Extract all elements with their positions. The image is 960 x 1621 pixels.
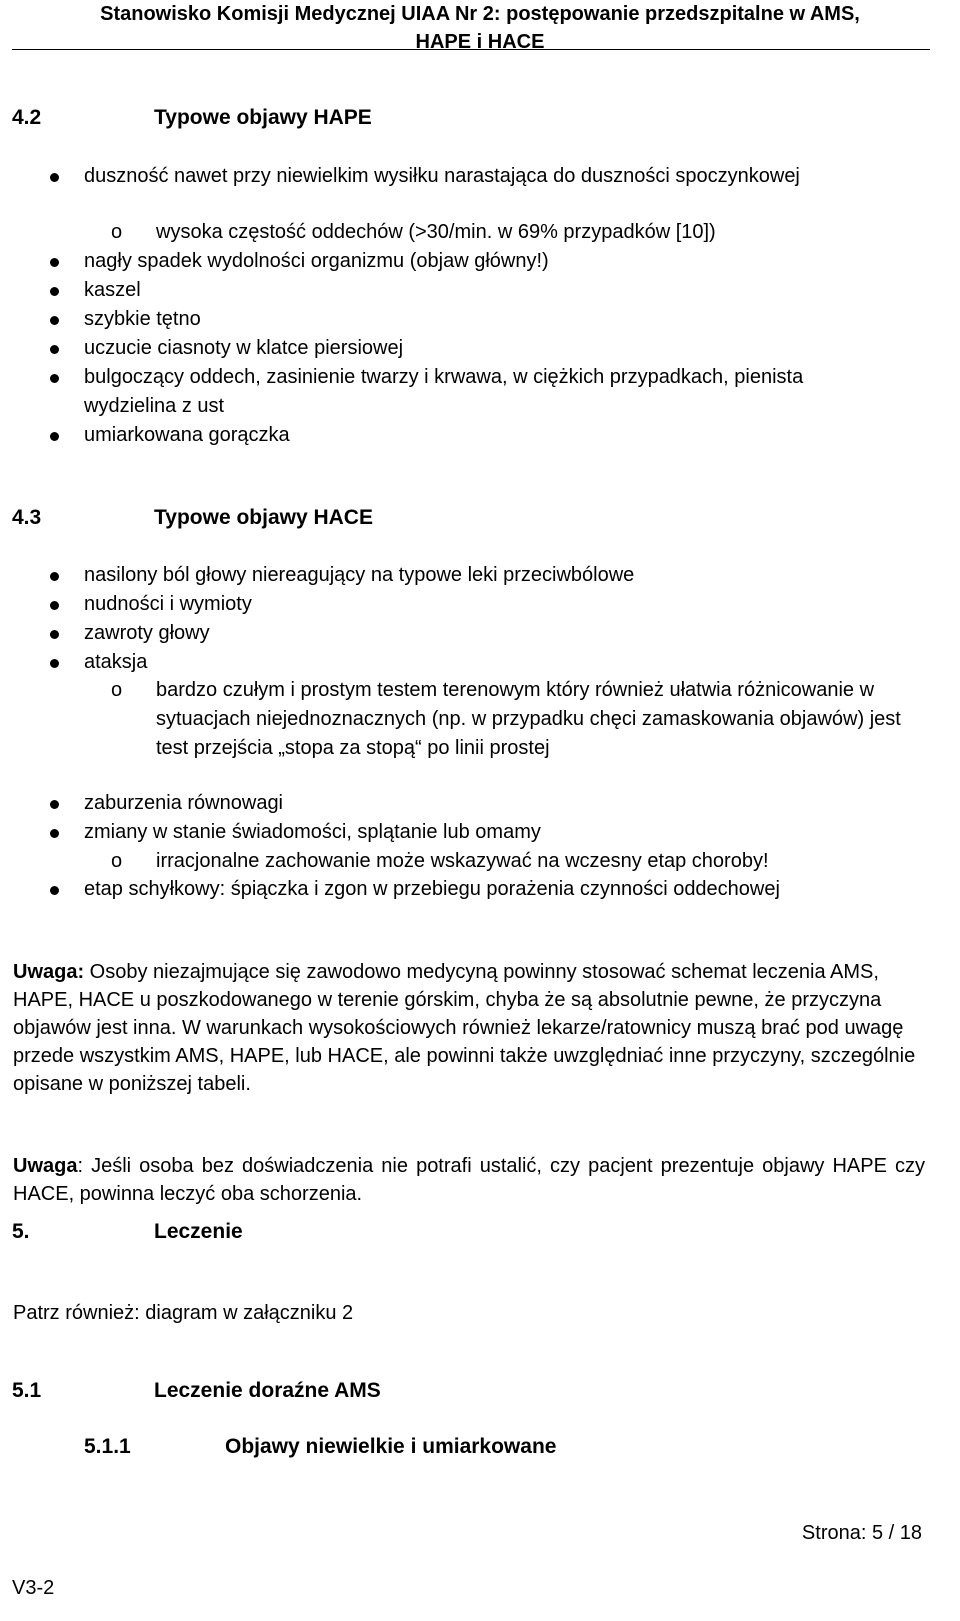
- bullet-icon: [50, 345, 59, 354]
- bullet-icon: [50, 601, 59, 610]
- note-paragraph-2: [13, 1152, 925, 1208]
- page-number: Strona: 5 / 18: [801, 1522, 922, 1544]
- list-item: bulgoczący oddech, zasinienie twarzy i krwawa, w ciężkich przypadkach, pienista wydzielina z ust: [84, 366, 804, 417]
- section-5-heading: [12, 1218, 612, 1248]
- section-number: 4.3: [12, 506, 42, 529]
- note-label: Uwaga: [13, 1155, 78, 1177]
- note-text: : Jeśli osoba bez doświadczenia nie potrafi ustalić, czy pacjent prezentuje objawy HAPE czy HACE, powinna leczyć oba schorzenia.: [13, 1155, 925, 1205]
- list-item: nagły spadek wydolności organizmu (objaw główny!): [84, 250, 549, 272]
- sub-bullet-icon: o: [111, 221, 123, 243]
- section-number: 5.1: [12, 1379, 42, 1402]
- sub-list-item: bardzo czułym i prostym testem terenowym który również ułatwia różnicowanie w sytuacjach niejednoznacznych (np. w przypadku chęci zamaskowania objawów) jest test przejścia „stopa za stopą“ po linii prostej: [156, 679, 901, 759]
- header-rule: [12, 49, 930, 50]
- bullet-icon: [50, 659, 59, 668]
- list-item: duszność nawet przy niewielkim wysiłku narastająca do duszności spoczynkowej: [84, 165, 800, 187]
- bullet-icon: [50, 374, 59, 383]
- note-paragraph-1: [13, 958, 925, 1098]
- list-item: etap schyłkowy: śpiączka i zgon w przebiegu porażenia czynności oddechowej: [84, 878, 780, 900]
- section-4-3-heading: [12, 504, 612, 534]
- list-item: szybkie tętno: [84, 308, 201, 330]
- header-line-1: Stanowisko Komisji Medycznej UIAA Nr 2: postępowanie przedszpitalne w AMS,: [100, 3, 860, 25]
- note-text: Osoby niezajmujące się zawodowo medycyną powinny stosować schemat leczenia AMS, HAPE, HACE u poszkodowanego w terenie górskim, chyba że są absolutnie pewne, że przyczyna objawów jest inna. W warunkach wysokościowych również lekarze/ratownicy muszą brać pod uwagę przede wszystkim AMS, HAPE, lub HACE, ale powinni także uwzględniać inne przyczyny, szczególnie opisane w poniższej tabeli.: [13, 961, 916, 1095]
- bullet-icon: [50, 800, 59, 809]
- note-label: Uwaga:: [13, 961, 85, 983]
- bullet-icon: [50, 287, 59, 296]
- section-title: Objawy niewielkie i umiarkowane: [225, 1435, 557, 1458]
- section-title: Typowe objawy HACE: [154, 506, 373, 529]
- bullet-icon: [50, 432, 59, 441]
- section-number: 4.2: [12, 106, 42, 129]
- document-version: V3-2: [12, 1577, 55, 1599]
- section-4-2-heading: [12, 104, 612, 134]
- section-title: Leczenie: [154, 1220, 243, 1243]
- section-number: 5.1.1: [84, 1435, 131, 1458]
- bullet-icon: [50, 630, 59, 639]
- bullet-icon: [50, 173, 59, 182]
- bullet-icon: [50, 258, 59, 267]
- list-item: zaburzenia równowagi: [84, 792, 284, 814]
- section-5-1-1-heading: [84, 1433, 784, 1463]
- running-header: [0, 0, 960, 56]
- see-also-text: Patrz również: diagram w załączniku 2: [13, 1302, 354, 1324]
- list-item: nudności i wymioty: [84, 593, 252, 615]
- bullet-icon: [50, 572, 59, 581]
- list-item: ataksja: [84, 651, 148, 673]
- bullet-icon: [50, 316, 59, 325]
- bullet-icon: [50, 829, 59, 838]
- list-item: umiarkowana gorączka: [84, 424, 290, 446]
- section-title: Leczenie doraźne AMS: [154, 1379, 381, 1402]
- sub-list-item: irracjonalne zachowanie może wskazywać na wczesny etap choroby!: [156, 850, 769, 872]
- list-item: zawroty głowy: [84, 622, 210, 644]
- bullet-icon: [50, 886, 59, 895]
- sub-bullet-icon: o: [111, 679, 123, 701]
- sub-list-item: wysoka częstość oddechów (>30/min. w 69% przypadków [10]): [156, 221, 716, 243]
- sub-bullet-icon: o: [111, 850, 123, 872]
- list-item: zmiany w stanie świadomości, splątanie lub omamy: [84, 821, 541, 843]
- list-item: nasilony ból głowy niereagujący na typowe leki przeciwbólowe: [84, 564, 635, 586]
- section-title: Typowe objawy HAPE: [154, 106, 372, 129]
- header-line-2: HAPE i HACE: [415, 31, 545, 53]
- section-5-1-heading: [12, 1377, 612, 1407]
- list-item: kaszel: [84, 279, 141, 301]
- list-item: uczucie ciasnoty w klatce piersiowej: [84, 337, 404, 359]
- section-number: 5.: [12, 1220, 30, 1243]
